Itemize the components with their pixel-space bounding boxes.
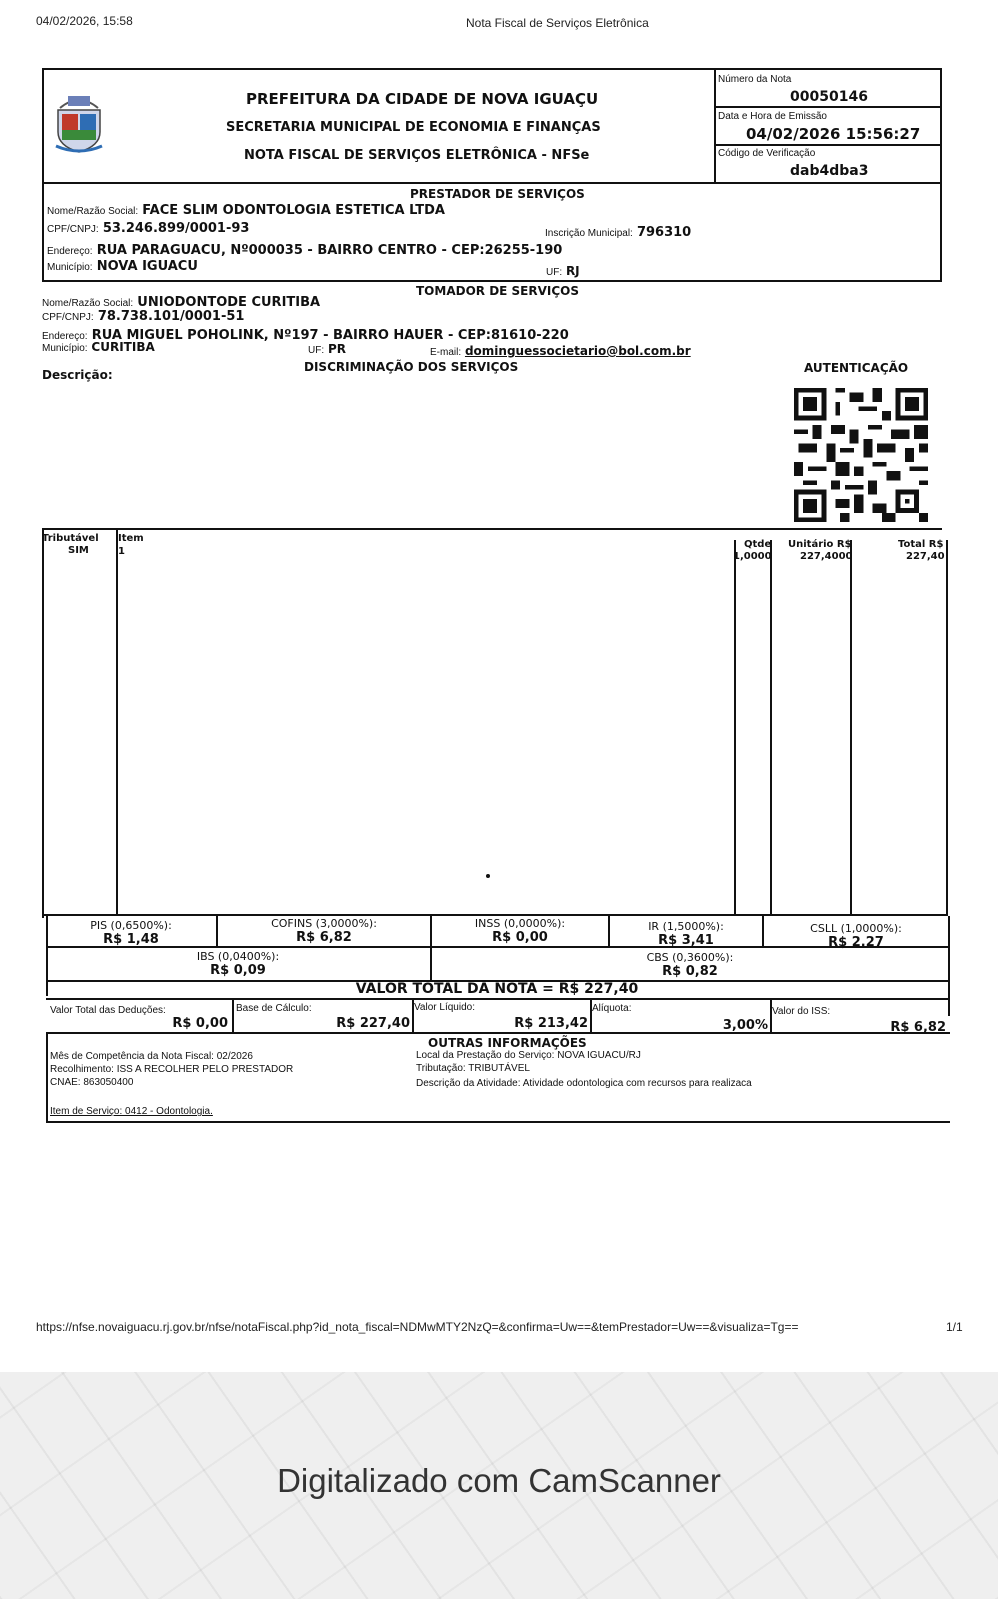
row-unitario: 227,4000 bbox=[800, 551, 853, 562]
ibs-value: R$ 0,09 bbox=[210, 963, 266, 978]
pis-label: PIS (0,6500%): bbox=[90, 919, 172, 932]
outras-item-servico: Item de Serviço: 0412 - Odontologia. bbox=[50, 1106, 213, 1117]
prestador-endereco-row: Endereço: RUA PARAGUACU, Nº000035 - BAIRRO CENTRO - CEP:26255-190 bbox=[47, 243, 563, 258]
tomador-municipio: CURITIBA bbox=[91, 340, 155, 354]
prestador-title: PRESTADOR DE SERVIÇOS bbox=[410, 187, 585, 201]
aliquota-value: 3,00% bbox=[722, 1018, 768, 1033]
emissao-value: 04/02/2026 15:56:27 bbox=[746, 125, 921, 143]
codigo-value: dab4dba3 bbox=[790, 163, 869, 179]
header-line3: NOTA FISCAL DE SERVIÇOS ELETRÔNICA - NFSe bbox=[244, 148, 590, 163]
print-title: Nota Fiscal de Serviços Eletrônica bbox=[466, 16, 649, 30]
prestador-endereco: RUA PARAGUACU, Nº000035 - BAIRRO CENTRO - CEP:26255-190 bbox=[96, 243, 563, 258]
iss-label: Valor do ISS: bbox=[772, 1006, 831, 1017]
page-number: 1/1 bbox=[946, 1320, 963, 1334]
row-qtde: 1,0000 bbox=[733, 551, 772, 562]
iss-value: R$ 6,82 bbox=[890, 1020, 946, 1035]
inss-value: R$ 0,00 bbox=[492, 930, 548, 945]
prestador-im-row: Inscrição Municipal: 796310 bbox=[545, 225, 692, 240]
city-seal-icon bbox=[50, 90, 108, 156]
pis-value: R$ 1,48 bbox=[103, 932, 159, 947]
csll-label: CSLL (1,0000%): bbox=[810, 922, 902, 935]
col-header-unitario: Unitário R$ bbox=[788, 539, 852, 550]
base-value: R$ 227,40 bbox=[336, 1016, 410, 1031]
tomador-cnpj-row: CPF/CNPJ: 78.738.101/0001-51 bbox=[42, 309, 245, 324]
liquido-value: R$ 213,42 bbox=[514, 1016, 588, 1031]
cofins-value: R$ 6,82 bbox=[296, 930, 352, 945]
tomador-endereco: RUA MIGUEL POHOLINK, Nº197 - BAIRRO HAUER - CEP:81610-220 bbox=[91, 328, 569, 343]
aliquota-label: Alíquota: bbox=[592, 1003, 632, 1014]
inss-label: INSS (0,0000%): bbox=[474, 917, 566, 930]
tomador-uf-row: UF: PR bbox=[308, 342, 346, 356]
ir-value: R$ 3,41 bbox=[658, 933, 714, 948]
outras-cnae: CNAE: 863050400 bbox=[50, 1077, 134, 1088]
prestador-cnpj-row: CPF/CNPJ: 53.246.899/0001-93 bbox=[47, 221, 250, 236]
prestador-nome: FACE SLIM ODONTOLOGIA ESTETICA LTDA bbox=[142, 203, 445, 218]
qr-code-icon bbox=[792, 388, 930, 522]
tomador-nome: UNIODONTODE CURITIBA bbox=[137, 295, 321, 310]
tomador-title: TOMADOR DE SERVIÇOS bbox=[416, 284, 580, 298]
prestador-im: 796310 bbox=[636, 225, 692, 240]
outras-local: Local da Prestação do Serviço: NOVA IGUACU/RJ bbox=[416, 1050, 641, 1061]
tomador-email-row: E-mail: dominguessocietario@bol.com.br bbox=[430, 344, 691, 358]
cofins-label: COFINS (3,0000%): bbox=[271, 917, 377, 930]
ibs-label: IBS (0,0400%): bbox=[196, 950, 280, 963]
tomador-endereco-row: Endereço: RUA MIGUEL POHOLINK, Nº197 - BAIRRO HAUER - CEP:81610-220 bbox=[42, 328, 569, 343]
print-datetime: 04/02/2026, 15:58 bbox=[36, 14, 133, 28]
liquido-label: Valor Líquido: bbox=[414, 1002, 475, 1013]
outras-recolhimento: Recolhimento: ISS A RECOLHER PELO PRESTADOR bbox=[50, 1064, 294, 1075]
outras-title: OUTRAS INFORMAÇÕES bbox=[428, 1036, 587, 1050]
numero-nota: 00050146 bbox=[790, 89, 868, 105]
discriminacao-title: DISCRIMINAÇÃO DOS SERVIÇOS bbox=[304, 360, 519, 374]
prestador-uf: RJ bbox=[565, 264, 580, 278]
cbs-label: CBS (0,3600%): bbox=[646, 951, 734, 964]
outras-competencia: Mês de Competência da Nota Fiscal: 02/2026 bbox=[50, 1051, 253, 1062]
header-line1: PREFEITURA DA CIDADE DE NOVA IGUAÇU bbox=[246, 90, 599, 108]
row-total: 227,40 bbox=[906, 551, 945, 562]
tomador-uf: PR bbox=[327, 342, 346, 356]
print-url: https://nfse.novaiguacu.rj.gov.br/nfse/notaFiscal.php?id_nota_fiscal=NDMwMTY2NzQ=&confirma=Uw==&temPrestador=Uw==&visualiza=Tg== bbox=[36, 1320, 799, 1334]
csll-value: R$ 2,27 bbox=[828, 935, 884, 950]
header-line2: SECRETARIA MUNICIPAL DE ECONOMIA E FINANÇAS bbox=[226, 120, 601, 135]
emissao-label: Data e Hora de Emissão bbox=[718, 111, 827, 122]
prestador-cnpj: 53.246.899/0001-93 bbox=[102, 221, 250, 236]
prestador-municipio: NOVA IGUACU bbox=[96, 259, 198, 274]
col-header-qtde: Qtde bbox=[744, 539, 772, 550]
col-header-tributavel: Tributável bbox=[42, 533, 99, 544]
row-tributavel: SIM bbox=[68, 545, 89, 556]
descricao-label: Descrição: bbox=[42, 368, 113, 382]
prestador-municipio-row: Município: NOVA IGUACU bbox=[47, 259, 198, 274]
cbs-value: R$ 0,82 bbox=[662, 964, 718, 979]
autenticacao-title: AUTENTICAÇÃO bbox=[804, 361, 909, 375]
prestador-nome-row: Nome/Razão Social: FACE SLIM ODONTOLOGIA ESTETICA LTDA bbox=[47, 203, 445, 218]
base-label: Base de Cálculo: bbox=[236, 1003, 312, 1014]
tomador-cnpj: 78.738.101/0001-51 bbox=[97, 309, 245, 324]
col-header-item: Item bbox=[118, 533, 144, 544]
col-header-total: Total R$ bbox=[898, 539, 944, 550]
camscanner-label: Digitalizado com CamScanner bbox=[277, 1462, 721, 1499]
valor-total: VALOR TOTAL DA NOTA = R$ 227,40 bbox=[355, 981, 639, 997]
prestador-uf-row: UF: RJ bbox=[546, 264, 580, 278]
outras-tributacao: Tributação: TRIBUTÁVEL bbox=[416, 1063, 530, 1074]
stray-dot bbox=[486, 874, 490, 878]
ir-label: IR (1,5000%): bbox=[648, 920, 724, 933]
tomador-municipio-row: Município: CURITIBA bbox=[42, 340, 155, 354]
tomador-email: dominguessocietario@bol.com.br bbox=[464, 344, 691, 358]
row-item: 1 bbox=[118, 546, 125, 557]
codigo-label: Código de Verificação bbox=[718, 148, 816, 159]
numero-label: Número da Nota bbox=[718, 74, 792, 85]
deducoes-value: R$ 0,00 bbox=[172, 1016, 228, 1031]
tomador-nome-row: Nome/Razão Social: UNIODONTODE CURITIBA bbox=[42, 295, 321, 310]
deducoes-label: Valor Total das Deduções: bbox=[50, 1005, 166, 1016]
outras-atividade: Descrição da Atividade: Atividade odontologica com recursos para realizaca bbox=[416, 1078, 752, 1089]
